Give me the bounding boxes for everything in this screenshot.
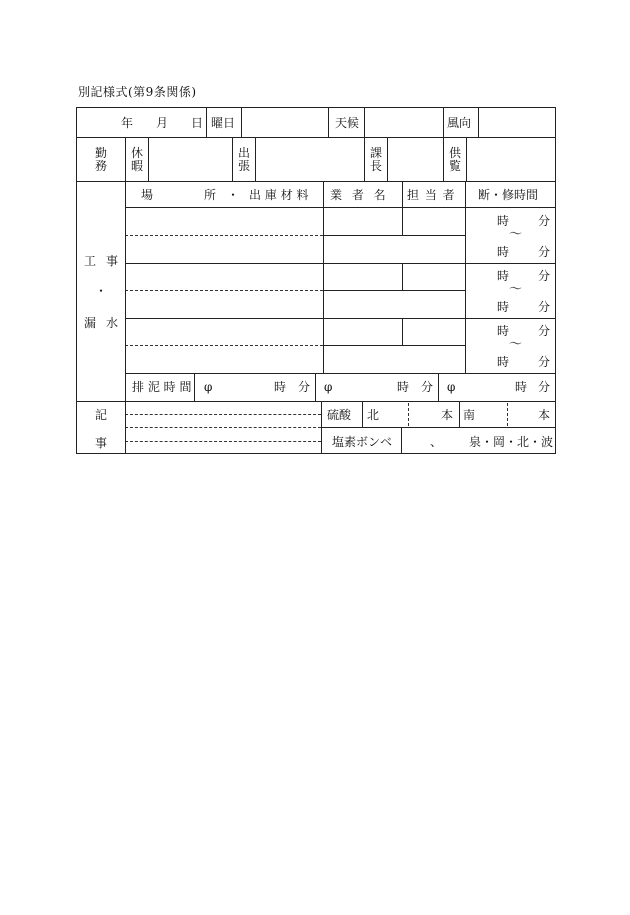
row-divider (125, 207, 555, 208)
col-divider (125, 137, 126, 181)
chlorine-cylinder-label: 塩素ボンベ (332, 435, 393, 449)
col-divider (232, 137, 233, 181)
tilde: 〜 (509, 337, 523, 352)
col-divider (402, 318, 403, 346)
dashed-line (125, 345, 323, 346)
day-label: 日 (191, 116, 204, 130)
col-divider (443, 137, 444, 181)
drain-time-label: 排 泥 時 間 (132, 380, 192, 394)
work-label: 工 (84, 254, 97, 268)
row-divider (323, 235, 465, 236)
phi-symbol: φ (447, 380, 456, 394)
south-label: 南 (463, 408, 476, 422)
work-label: ・ (95, 284, 108, 298)
weekday-label: 曜日 (211, 116, 236, 130)
phi-symbol: φ (324, 380, 333, 394)
place-header: 場 (141, 188, 154, 202)
material-header: 出 庫 材 料 (249, 188, 309, 202)
drain-minute: 分 (298, 380, 311, 394)
person-header: 担 当 者 (407, 188, 455, 202)
hour-label: 時 (497, 245, 510, 259)
kinmu-label: 勤務 (94, 146, 107, 173)
col-divider (328, 108, 329, 137)
col-divider (438, 373, 439, 401)
north-label: 北 (367, 408, 380, 422)
notes-label: 事 (95, 436, 108, 450)
col-divider (194, 373, 195, 401)
minute-label: 分 (538, 355, 551, 369)
minute-label: 分 (538, 245, 551, 259)
dashed-line (125, 441, 321, 442)
leak-label: 水 (106, 316, 119, 330)
dashed-line (125, 427, 321, 428)
col-divider (364, 137, 365, 181)
dashed-line (125, 414, 321, 415)
col-divider (321, 401, 322, 454)
hour-label: 時 (497, 269, 510, 283)
hour-label: 時 (497, 214, 510, 228)
hour-label: 時 (497, 324, 510, 338)
leak-label: 漏 (84, 316, 97, 330)
col-divider (323, 181, 324, 373)
month-label: 月 (156, 116, 169, 130)
year-label: 年 (121, 116, 134, 130)
kacho-label: 課長 (369, 146, 382, 173)
count-unit: 本 (441, 408, 454, 422)
notes-label: 記 (95, 408, 108, 422)
work-label: 事 (106, 254, 119, 268)
dashed-line (507, 403, 508, 426)
col-divider (255, 137, 256, 181)
row-divider (77, 181, 555, 182)
time-header: 断・修時間 (478, 188, 539, 202)
separator-comma: 、 (430, 435, 443, 449)
row-divider (125, 373, 555, 374)
row-divider (125, 263, 555, 264)
col-divider (364, 108, 365, 137)
tilde: 〜 (509, 282, 523, 297)
form-table (76, 107, 556, 454)
col-divider (459, 401, 460, 427)
col-divider (465, 181, 466, 373)
count-unit: 本 (538, 408, 551, 422)
col-divider (241, 108, 242, 137)
col-divider (315, 373, 316, 401)
col-divider (125, 181, 126, 454)
sulfuric-acid-label: 硫酸 (327, 408, 352, 422)
col-divider (387, 137, 388, 181)
col-divider (402, 207, 403, 236)
dashed-line (125, 235, 323, 236)
minute-label: 分 (538, 269, 551, 283)
shutcho-label: 出張 (237, 146, 250, 173)
locations-text: 泉・岡・北・波 (469, 435, 554, 449)
col-divider (206, 108, 207, 137)
contractor-header: 業 者 名 (330, 188, 386, 202)
row-divider (77, 401, 555, 402)
col-divider (362, 401, 363, 427)
document-title: 別記様式(第9条関係) (78, 85, 197, 99)
minute-label: 分 (538, 300, 551, 314)
kyuka-label: 休暇 (130, 146, 143, 173)
col-divider (401, 427, 402, 454)
col-divider (478, 108, 479, 137)
tilde: 〜 (509, 227, 523, 242)
minute-label: 分 (538, 214, 551, 228)
dashed-line (125, 290, 323, 291)
row-divider (125, 318, 555, 319)
hour-label: 時 (497, 300, 510, 314)
col-divider (443, 108, 444, 137)
dashed-line (408, 403, 409, 426)
drain-hour: 時 (397, 380, 410, 394)
drain-minute: 分 (538, 380, 551, 394)
drain-minute: 分 (421, 380, 434, 394)
drain-hour: 時 (515, 380, 528, 394)
row-divider (323, 345, 465, 346)
row-divider (321, 427, 555, 428)
weather-label: 天候 (335, 116, 360, 130)
drain-hour: 時 (274, 380, 287, 394)
kyoran-label: 供覧 (448, 146, 461, 173)
header-dot: ・ (227, 188, 240, 202)
minute-label: 分 (538, 324, 551, 338)
wind-direction-label: 風向 (447, 116, 472, 130)
col-divider (402, 263, 403, 291)
phi-symbol: φ (204, 380, 213, 394)
row-divider (323, 290, 465, 291)
col-divider (466, 137, 467, 181)
col-divider (402, 181, 403, 208)
place-header: 所 (204, 188, 217, 202)
hour-label: 時 (497, 355, 510, 369)
col-divider (148, 137, 149, 181)
